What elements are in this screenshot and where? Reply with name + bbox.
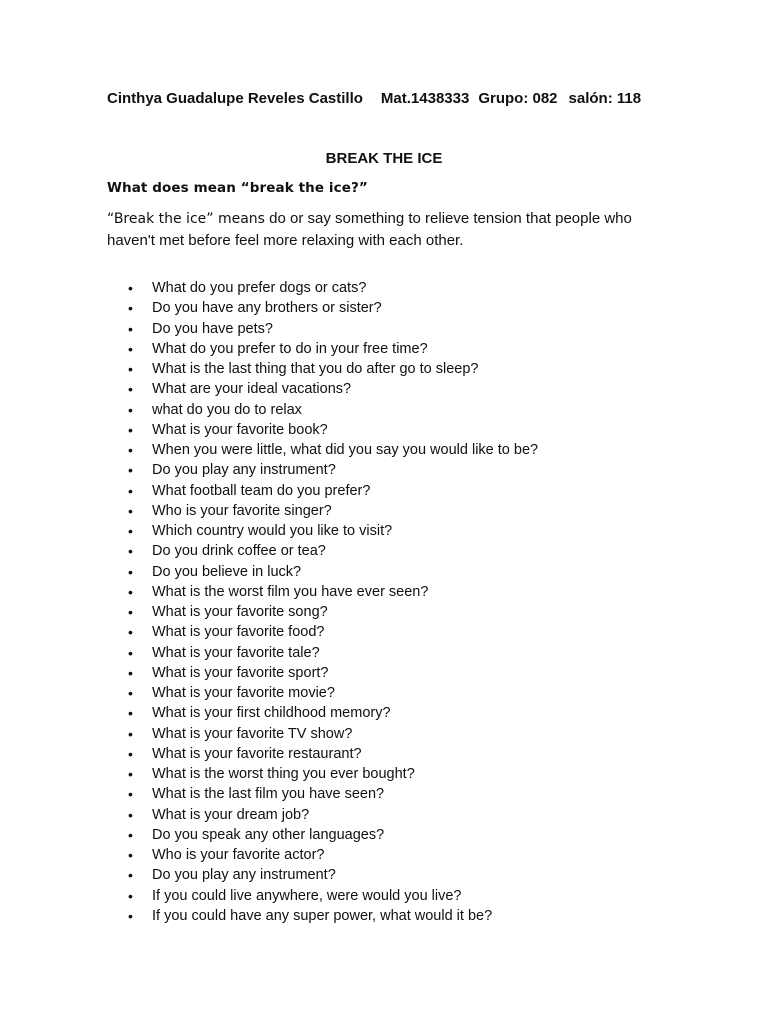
question-heading: What does mean “break the ice?” xyxy=(107,180,368,196)
question-list xyxy=(125,278,538,926)
question-item xyxy=(125,298,538,318)
question-text: what do you do to relax xyxy=(152,401,302,418)
question-text: What is your favorite sport? xyxy=(152,664,329,681)
question-item xyxy=(125,339,538,359)
question-item xyxy=(125,319,538,339)
question-text: If you could live anywhere, were would you live? xyxy=(152,887,462,904)
question-text: Which country would you like to visit? xyxy=(152,523,393,539)
bullet-icon: • xyxy=(128,705,133,722)
question-text: When you were little, what did you say you would like to be? xyxy=(152,442,539,458)
question-text: Do you play any instrument? xyxy=(152,867,336,884)
question-text: What is your favorite TV show? xyxy=(152,725,353,742)
question-item xyxy=(125,886,538,906)
question-text: Who is your favorite actor? xyxy=(152,847,325,863)
question-text: What football team do you prefer? xyxy=(152,482,371,499)
question-text: Do you drink coffee or tea? xyxy=(152,543,326,560)
question-item xyxy=(125,501,538,521)
question-text: What do you prefer dogs or cats? xyxy=(152,280,367,296)
bullet-icon: • xyxy=(128,320,133,337)
question-item xyxy=(125,784,538,804)
bullet-icon: • xyxy=(128,421,133,438)
question-item xyxy=(125,683,538,703)
bullet-icon: • xyxy=(128,462,133,479)
question-text: If you could have any super power, what would it be? xyxy=(152,907,493,924)
bullet-icon: • xyxy=(128,867,133,884)
question-text: What is the last thing that you do after go to sleep? xyxy=(152,361,479,377)
question-text: What do you prefer to do in your free time? xyxy=(152,340,428,357)
bullet-icon: • xyxy=(128,847,133,863)
question-text: What is your favorite song? xyxy=(152,604,328,620)
question-item xyxy=(125,622,538,642)
bullet-icon: • xyxy=(128,280,133,296)
student-mat: Mat.1438333 xyxy=(380,90,470,107)
bullet-icon: • xyxy=(128,806,133,823)
bullet-icon: • xyxy=(128,745,133,762)
question-text: Do you play any instrument? xyxy=(152,462,336,479)
question-item xyxy=(125,541,538,561)
question-text: Do you have pets? xyxy=(152,320,273,337)
question-item xyxy=(125,521,538,541)
bullet-icon: • xyxy=(128,725,133,742)
bullet-icon: • xyxy=(128,624,133,641)
student-grupo: Grupo: 082 xyxy=(478,90,558,107)
student-name: Cinthya Guadalupe Reveles Castillo xyxy=(107,90,363,107)
question-item xyxy=(125,481,538,501)
question-text: What is the last film you have seen? xyxy=(152,786,385,803)
bullet-icon: • xyxy=(128,300,133,317)
question-text: Who is your favorite singer? xyxy=(152,502,332,519)
question-text: What is your favorite food? xyxy=(152,624,325,641)
bullet-icon: • xyxy=(128,786,133,803)
student-header xyxy=(107,90,641,107)
bullet-icon: • xyxy=(128,826,133,843)
question-item xyxy=(125,562,538,582)
bullet-icon: • xyxy=(128,664,133,681)
bullet-icon: • xyxy=(128,644,133,661)
question-item xyxy=(125,724,538,744)
question-text: What is your dream job? xyxy=(152,806,310,823)
question-item xyxy=(125,703,538,723)
bullet-icon: • xyxy=(128,563,133,580)
definition-paragraph xyxy=(107,208,652,251)
bullet-icon: • xyxy=(128,401,133,418)
bullet-icon: • xyxy=(128,543,133,560)
question-item xyxy=(125,400,538,420)
question-text: Do you speak any other languages? xyxy=(152,826,385,843)
document-title: BREAK THE ICE xyxy=(325,150,443,167)
question-item xyxy=(125,845,538,865)
question-text: Do you have any brothers or sister? xyxy=(152,300,382,317)
bullet-icon: • xyxy=(128,482,133,499)
question-item xyxy=(125,278,538,298)
question-item xyxy=(125,420,538,440)
question-item xyxy=(125,825,538,845)
bullet-icon: • xyxy=(128,907,133,924)
question-item xyxy=(125,643,538,663)
bullet-icon: • xyxy=(128,340,133,357)
question-text: What is your favorite tale? xyxy=(152,644,320,661)
question-text: What is your favorite book? xyxy=(152,421,328,438)
question-item xyxy=(125,663,538,683)
question-text: What are your ideal vacations? xyxy=(152,381,352,398)
student-salon: salón: 118 xyxy=(568,90,642,107)
question-item xyxy=(125,582,538,602)
question-item xyxy=(125,379,538,399)
bullet-icon: • xyxy=(128,502,133,519)
bullet-icon: • xyxy=(128,887,133,904)
bullet-icon: • xyxy=(128,766,133,782)
bullet-icon: • xyxy=(128,604,133,620)
question-item xyxy=(125,440,538,460)
question-item xyxy=(125,906,538,926)
question-text: What is the worst film you have ever seen? xyxy=(152,583,429,600)
question-text: Do you believe in luck? xyxy=(152,563,302,580)
bullet-icon: • xyxy=(128,523,133,539)
question-item xyxy=(125,602,538,622)
definition-quoted-term: “Break the ice” means xyxy=(107,211,265,227)
bullet-icon: • xyxy=(128,361,133,377)
question-text: What is the worst thing you ever bought? xyxy=(152,766,415,782)
bullet-icon: • xyxy=(128,381,133,398)
question-item xyxy=(125,359,538,379)
question-text: What is your favorite movie? xyxy=(152,685,335,701)
question-item xyxy=(125,764,538,784)
bullet-icon: • xyxy=(128,583,133,600)
question-item xyxy=(125,805,538,825)
definition-text: do or say something to relieve tension that people who haven't met before feel more relaxing with each other. xyxy=(107,210,632,249)
question-text: What is your first childhood memory? xyxy=(152,705,391,722)
bullet-icon: • xyxy=(128,685,133,701)
question-text: What is your favorite restaurant? xyxy=(152,745,362,762)
bullet-icon: • xyxy=(128,442,133,458)
question-item xyxy=(125,865,538,885)
question-item xyxy=(125,744,538,764)
question-item xyxy=(125,460,538,480)
